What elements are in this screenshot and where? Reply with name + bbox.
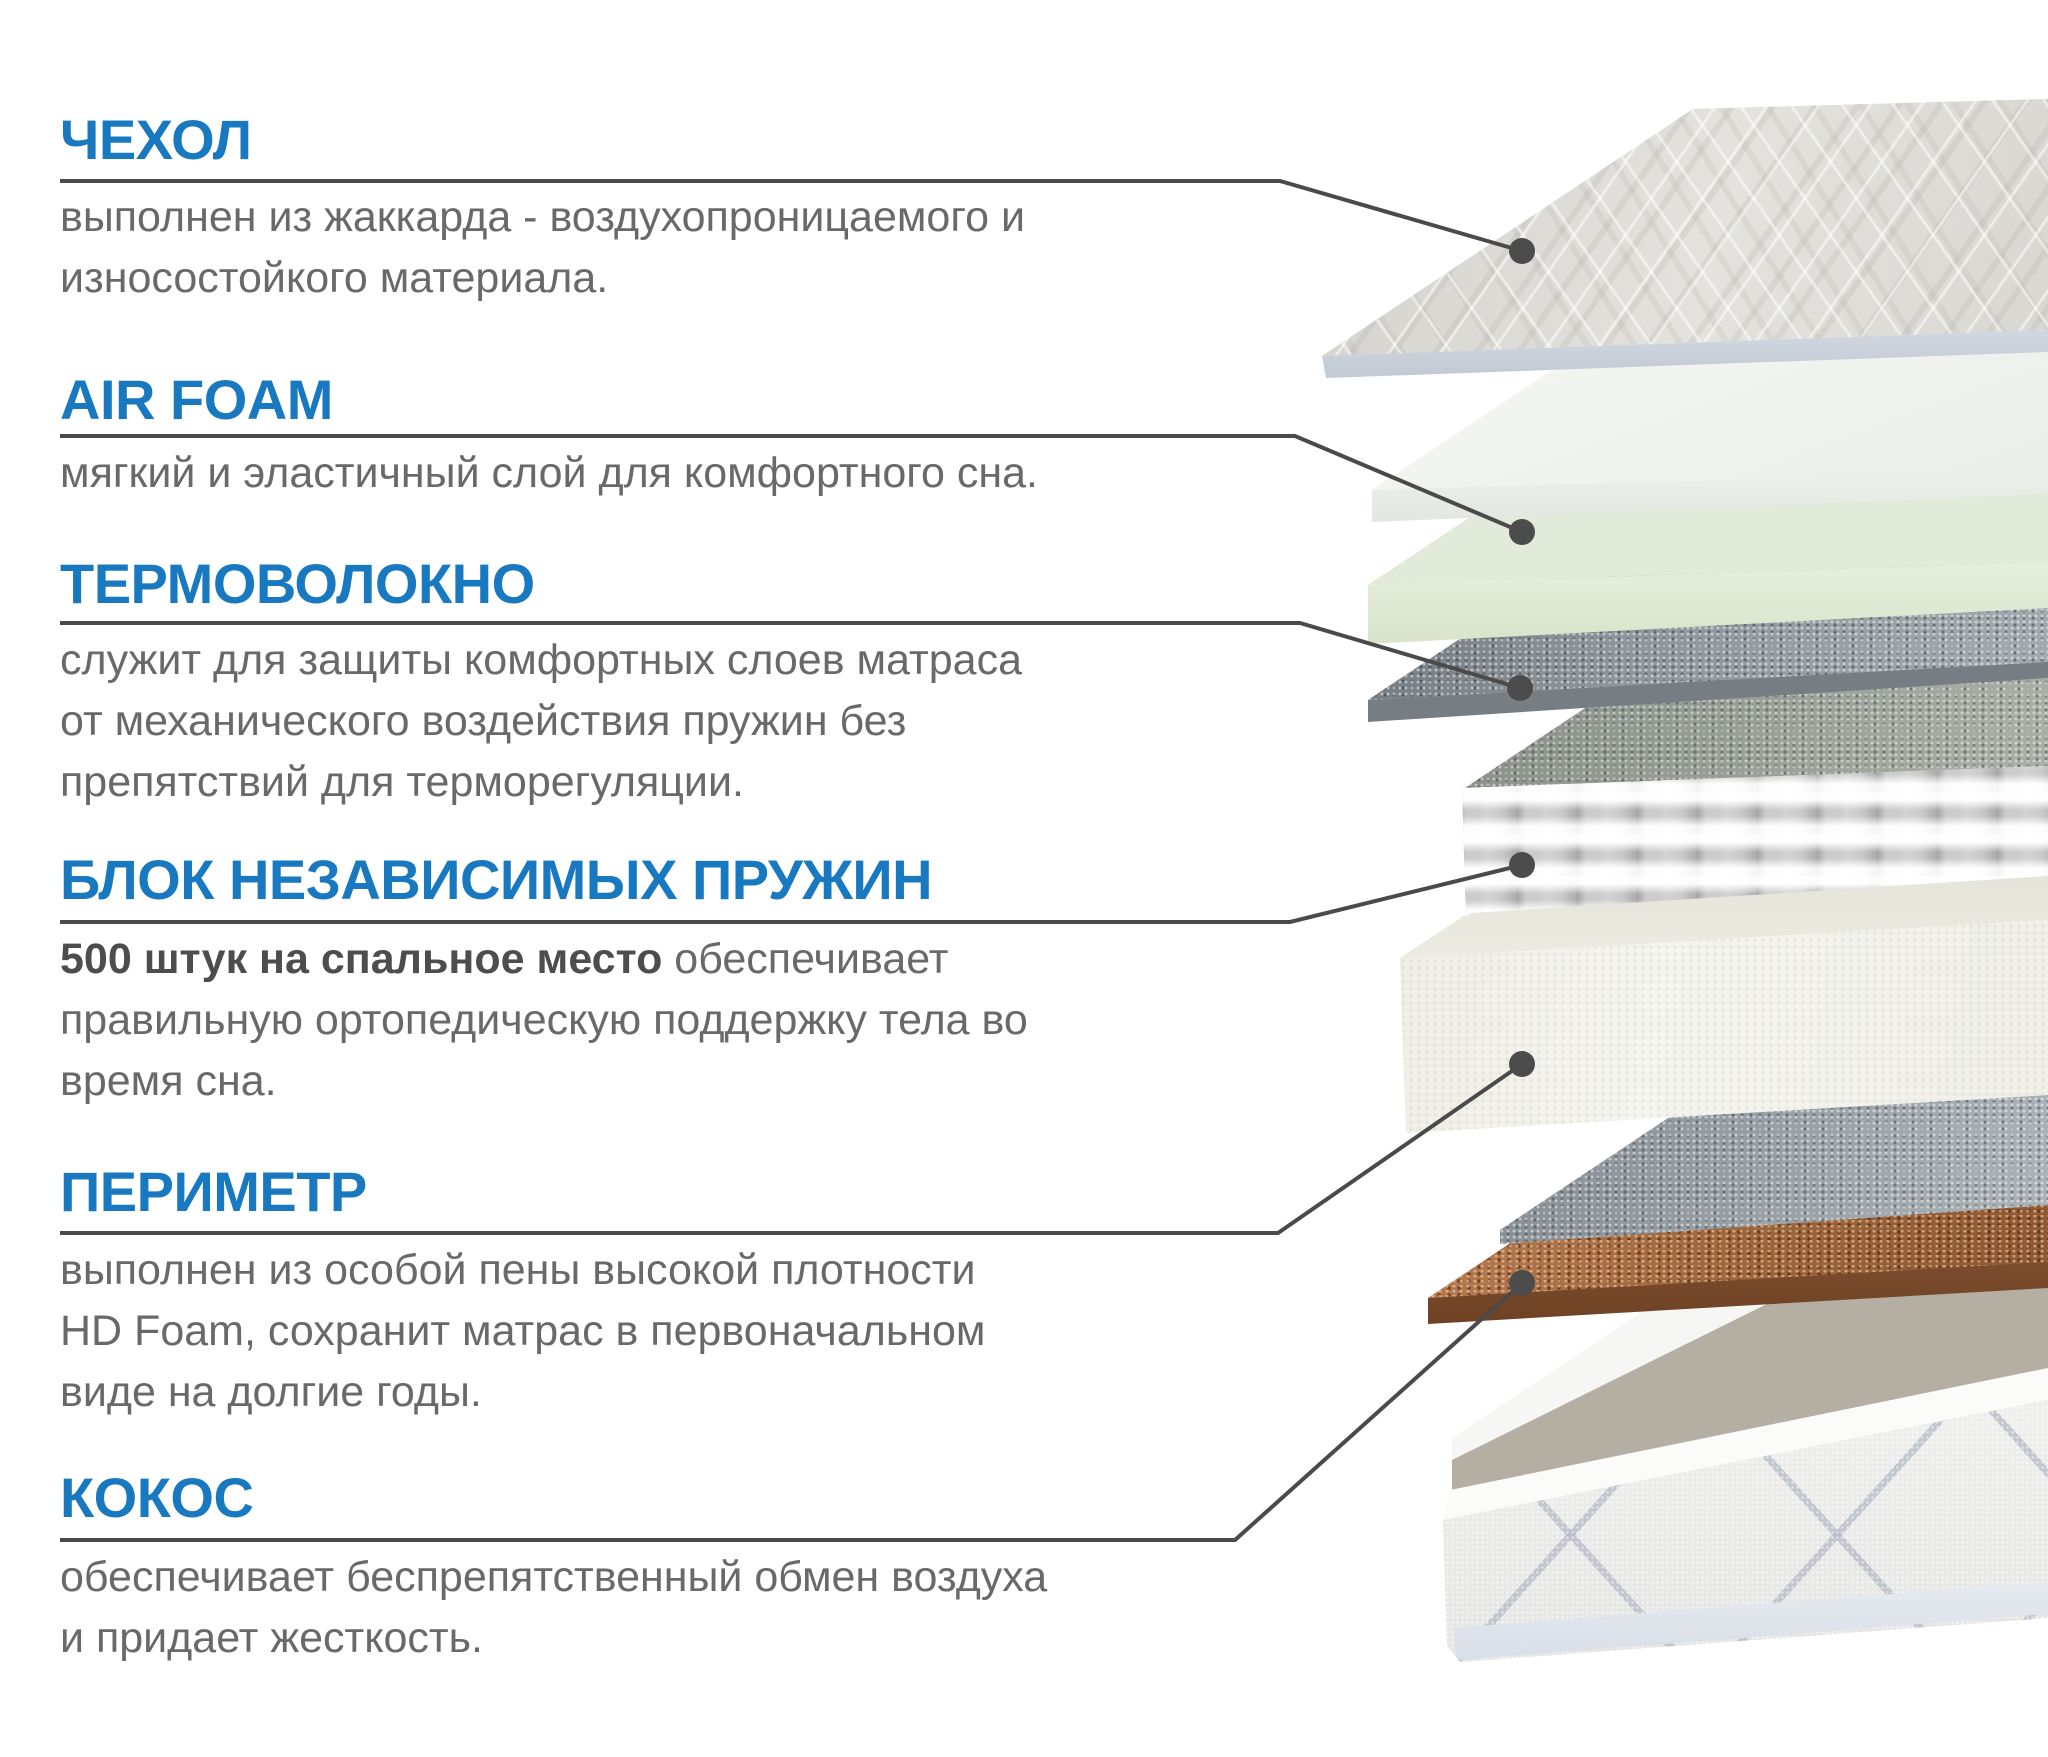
section-thermo-fiber <box>60 552 535 615</box>
section-perimeter <box>60 1160 367 1223</box>
section-coconut-description: обеспечивает беспрепятственный обмен воздуха и придает жесткость. <box>60 1553 1048 1662</box>
section-coconut-title: КОКОС <box>60 1466 254 1529</box>
section-perimeter-description: выполнен из особой пены высокой плотности HD Foam, сохранит матрас в первоначальном виде на долгие годы. <box>60 1246 986 1416</box>
section-spring-block-description: 500 штук на спальное место обеспечивает правильную ортопедическую поддержку тела во время сна. <box>60 935 1028 1105</box>
section-thermo-fiber-description: служит для защиты комфортных слоев матраса от механического воздействия пружин без препятствий для терморегуляции. <box>60 636 1022 806</box>
section-cover-title: ЧЕХОЛ <box>60 108 252 171</box>
spring-count-highlight: 500 штук на спальное место <box>60 935 663 983</box>
section-spring-block <box>60 848 933 911</box>
section-coconut <box>60 1466 254 1529</box>
section-cover-description: выполнен из жаккарда - воздухопроницаемого и износостойкого материала. <box>60 193 1025 302</box>
section-perimeter-title: ПЕРИМЕТР <box>60 1160 367 1223</box>
section-air-foam-description: мягкий и эластичный слой для комфортного сна. <box>60 449 1038 497</box>
section-cover <box>60 108 252 171</box>
section-air-foam-title: AIR FOAM <box>60 368 333 431</box>
section-spring-block-title: БЛОК НЕЗАВИСИМЫХ ПРУЖИН <box>60 848 933 911</box>
section-air-foam <box>60 368 333 431</box>
section-thermo-fiber-title: ТЕРМОВОЛОКНО <box>60 552 535 615</box>
